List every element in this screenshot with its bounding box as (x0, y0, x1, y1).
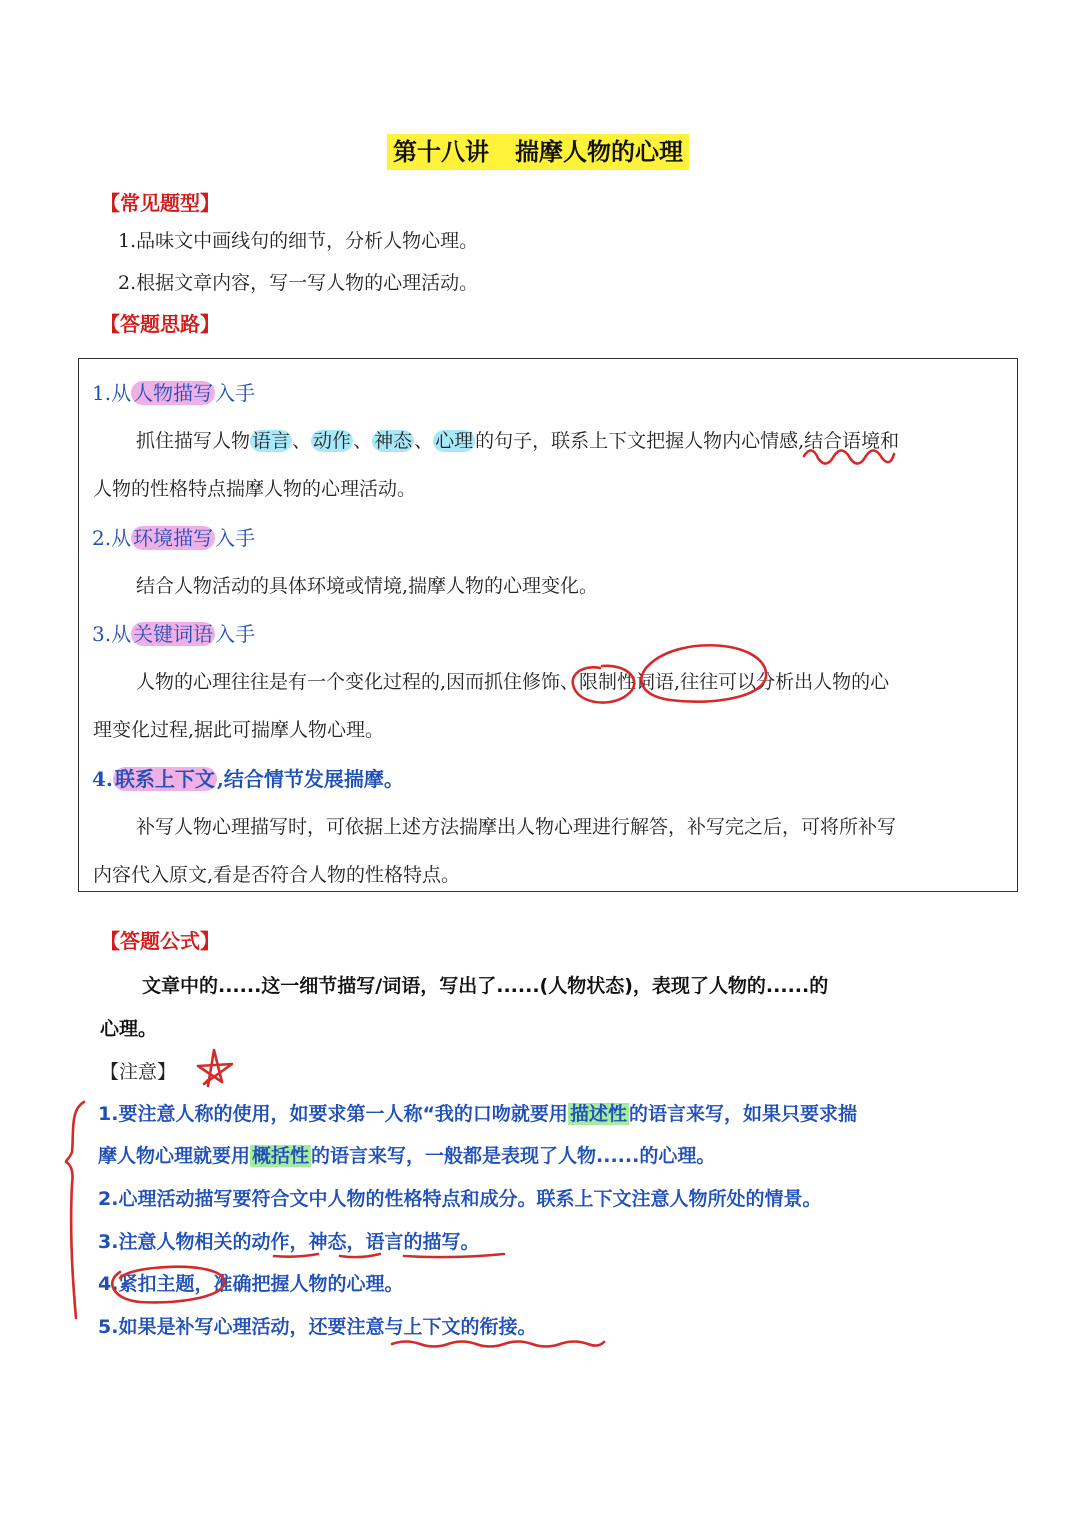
common-type-item-1: 1.品味文中画线句的细节，分析人物心理。 (118, 230, 479, 252)
note-1-line-2: 摩人物心理就要用 概括性 的语言来写，一般都是表现了人物......的心理。 (98, 1145, 716, 1167)
highlight-summarizing: 概括性 (252, 1145, 310, 1167)
note-2: 2.心理活动描写要符合文中人物的性格特点和成分。联系上下文注意人物所处的情景。 (98, 1188, 822, 1210)
page-title (387, 134, 689, 170)
brace-bracket (66, 1102, 84, 1318)
highlight-character-description: 人物描写 (133, 381, 214, 405)
lecture-number: 第十八讲 (393, 138, 489, 166)
formula-line-2: 心理。 (100, 1018, 158, 1040)
highlight-environment-description: 环境描写 (133, 526, 214, 550)
method-1-heading: 1.从 人物描写 入手 (92, 381, 256, 405)
formula-header: 【答题公式】 (100, 929, 220, 953)
method-4-body-line-2: 内容代入原文,看是否符合人物的性格特点。 (93, 864, 461, 886)
method-1-body-line-2: 人物的性格特点揣摩人物的心理活动。 (93, 478, 417, 500)
formula-line-1: 文章中的......这一细节描写/词语，写出了......(人物状态)，表现了人物的......的 (142, 975, 829, 997)
star-icon (198, 1050, 232, 1086)
notes-header: 【注意】 (100, 1061, 177, 1083)
method-3-heading: 3.从 关键词语 入手 (92, 622, 256, 646)
common-types-header: 【常见题型】 (100, 191, 220, 215)
note-4: 4.紧扣主题，准确把握人物的心理。 (98, 1273, 404, 1295)
highlight-context: 联系上下文 (114, 767, 215, 791)
lecture-topic: 揣摩人物的心理 (515, 138, 683, 166)
underline-expression (340, 1254, 380, 1257)
method-1-body-line-1: 抓住描写人物 语言 、 动作 、 神态 、 心理 的句子，联系上下文把握人物内心情感,结合语境和 (136, 430, 900, 452)
approach-header: 【答题思路】 (100, 312, 220, 336)
method-2-body: 结合人物活动的具体环境或情境,揣摩人物的心理变化。 (136, 575, 599, 597)
method-3-body-line-1: 人物的心理往往是有一个变化过程的,因而抓住修饰、限制性词语,往往可以分析出人物的心 (136, 671, 890, 693)
common-type-item-2: 2.根据文章内容，写一写人物的心理活动。 (118, 272, 479, 294)
note-1-line-1: 1.要注意人称的使用，如要求第一人称“我的口吻就要用 描述性 的语言来写，如果只要求揣 (98, 1103, 857, 1125)
underline-action (274, 1254, 318, 1257)
highlight-key-words: 关键词语 (133, 622, 214, 646)
note-3: 3.注意人物相关的动作，神态，语言的描写。 (98, 1231, 480, 1253)
wavy-underline-connect (392, 1342, 604, 1347)
highlight-descriptive: 描述性 (569, 1103, 627, 1125)
method-2-heading: 2.从 环境描写 入手 (92, 526, 256, 550)
method-3-body-line-2: 理变化过程,据此可揣摩人物心理。 (93, 719, 385, 741)
method-4-heading: 4. 联系上下文 ,结合情节发展揣摩。 (92, 767, 404, 791)
method-4-body-line-1: 补写人物心理描写时，可依据上述方法揣摩出人物心理进行解答，补写完之后，可将所补写 (136, 816, 897, 838)
note-5: 5.如果是补写心理活动，还要注意与上下文的衔接。 (98, 1316, 537, 1338)
underline-language (404, 1254, 504, 1257)
